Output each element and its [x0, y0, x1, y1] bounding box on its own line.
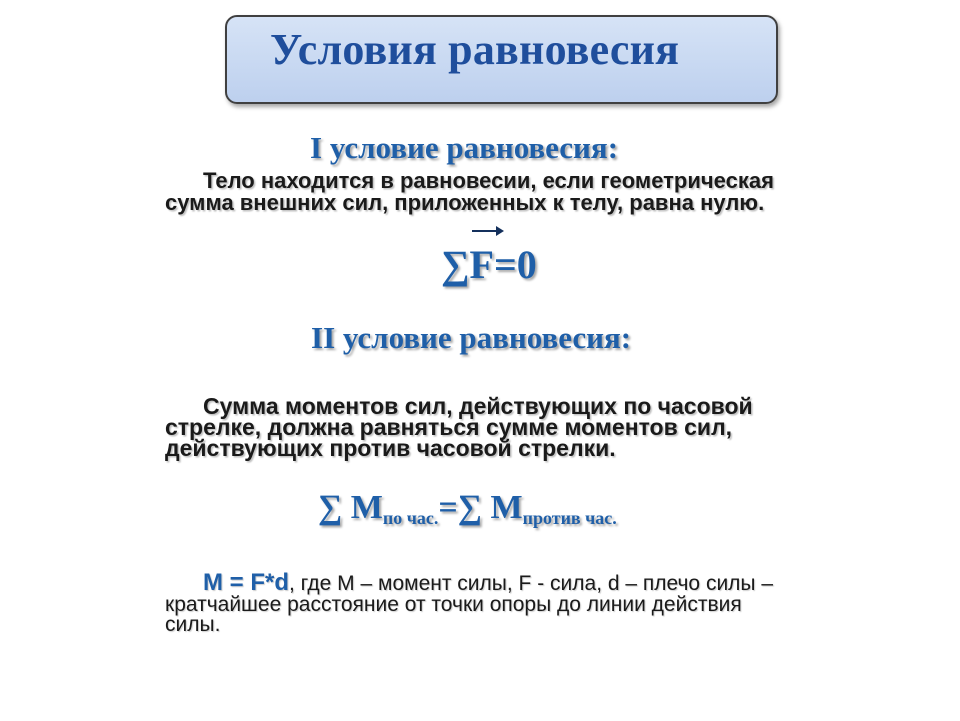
condition2-text-line3: действующих против часовой стрелки.: [165, 435, 616, 461]
moment-line2: кратчайшее расстояние от точки опоры до линии действия: [165, 593, 742, 616]
formula-left-symbol: ∑ M: [318, 489, 383, 526]
formula-right-symbol: ∑ M: [457, 489, 523, 526]
condition1-text-line2: сумма внешних сил, приложенных к телу, равна нулю.: [165, 190, 765, 215]
moment-line3: силы.: [165, 613, 221, 636]
slide-title: Условия равновесия: [270, 25, 680, 74]
moment-formula: M = F*d: [203, 569, 290, 596]
condition2-formula: [318, 489, 617, 529]
condition2-heading: II условие равновесия:: [311, 320, 632, 355]
moment-definition: , где М – момент силы, F - сила, d – плечо силы –: [289, 572, 774, 595]
condition1-formula: ∑F=0: [441, 242, 537, 287]
vector-arrow-icon: [472, 230, 498, 232]
formula-left-subscript: по час.: [382, 508, 439, 528]
condition2-text-line2: стрелке, должна равняться сумме моментов сил,: [165, 414, 733, 440]
condition2-text-line1: Сумма моментов сил, действующих по часовой: [203, 393, 753, 419]
condition1-text-line1: Тело находится в равновесии, если геометрическая: [203, 168, 774, 193]
formula-equals: =: [438, 489, 458, 526]
condition1-heading: I условие равновесия:: [310, 130, 619, 165]
formula-right-subscript: против час.: [522, 508, 617, 528]
